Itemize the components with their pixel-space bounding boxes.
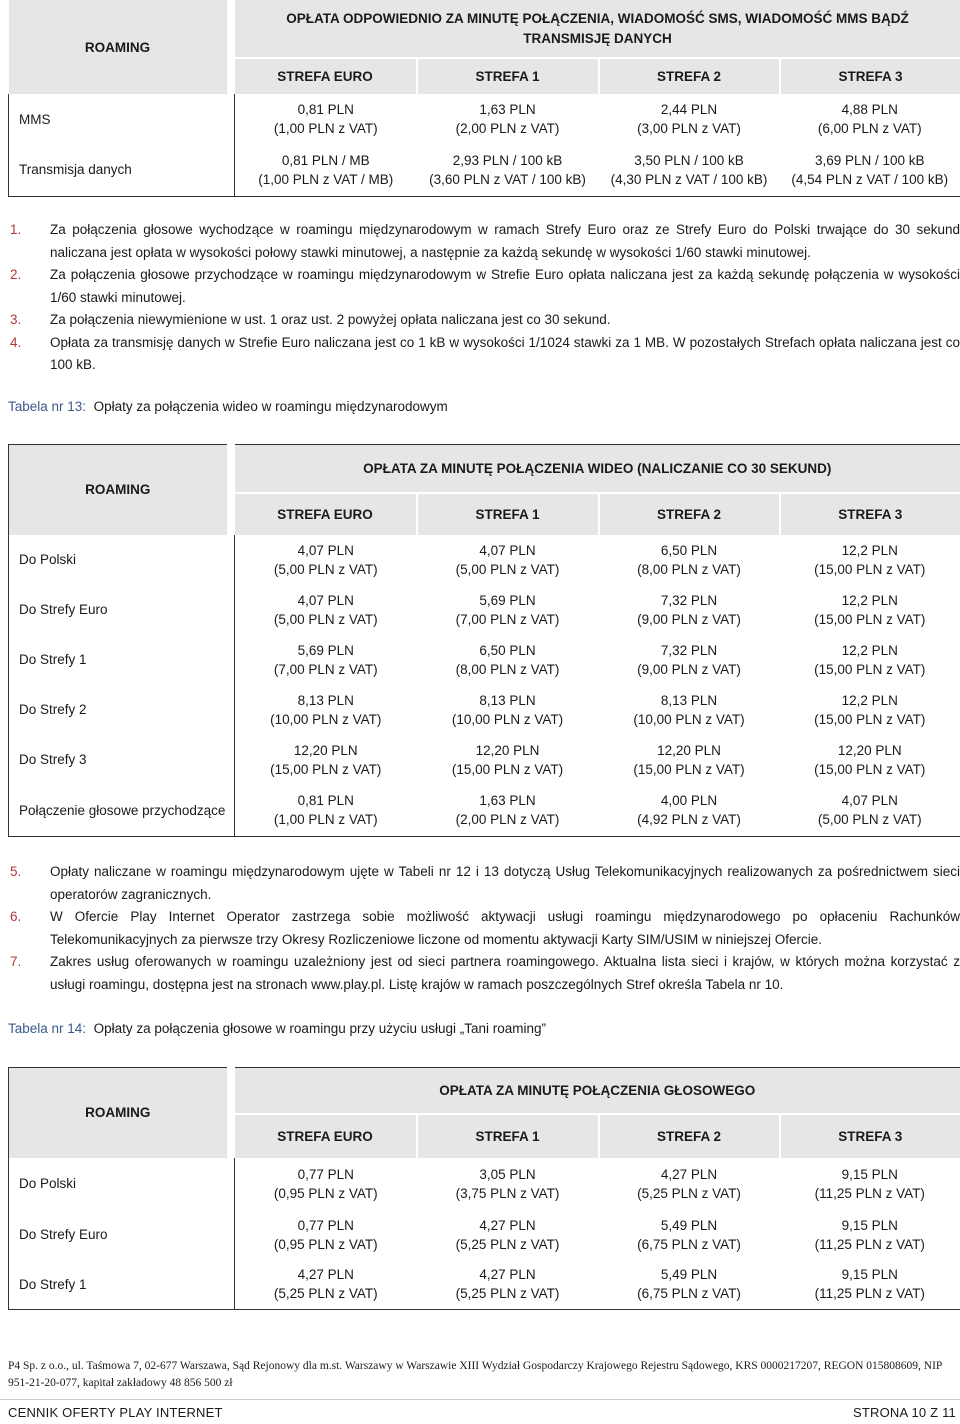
row-label: Do Strefy 2 [9, 685, 227, 735]
price-cell: 4,07 PLN (5,00 PLN z VAT) [417, 535, 599, 585]
roaming-data-table [8, 0, 960, 197]
notes-section [8, 219, 960, 377]
price-cell: 12,20 PLN (15,00 PLN z VAT) [417, 735, 599, 785]
row-label: Do Strefy 1 [9, 1260, 227, 1310]
zone-header: STREFA 1 [417, 58, 599, 94]
price-cell: 2,93 PLN / 100 kB (3,60 PLN z VAT / 100 kB) [417, 144, 599, 196]
price-cell: 12,2 PLN (15,00 PLN z VAT) [780, 635, 960, 685]
price-cell: 5,49 PLN (6,75 PLN z VAT) [599, 1210, 780, 1260]
table-title: OPŁATA ODPOWIEDNIO ZA MINUTĘ POŁĄCZENIA, WIADOMOŚĆ SMS, WIADOMOŚĆ MMS BĄDŹ TRANSMISJĘ DANYCH [235, 0, 960, 58]
zone-header: STREFA 1 [417, 493, 599, 535]
price-cell: 12,20 PLN (15,00 PLN z VAT) [780, 735, 960, 785]
price-cell: 6,50 PLN (8,00 PLN z VAT) [599, 535, 780, 585]
note-item: 1. Za połączenia głosowe wychodzące w roamingu międzynarodowym w ramach Strefy Euro oraz ze Strefy Euro do Polski trwające do 30 sekund naliczana jest opłata w wysokości połowy stawki minutowej, a następnie za każdą sekundę w wysokości 1/60 stawki minutowej. [10, 222, 960, 260]
notes-section [8, 861, 960, 996]
price-cell: 8,13 PLN (10,00 PLN z VAT) [599, 685, 780, 735]
price-cell: 0,81 PLN (1,00 PLN z VAT) [235, 785, 417, 837]
row-label: Do Polski [9, 1158, 227, 1210]
table-title: OPŁATA ZA MINUTĘ POŁĄCZENIA WIDEO (NALICZANIE CO 30 SEKUND) [235, 445, 960, 493]
price-cell: 3,69 PLN / 100 kB (4,54 PLN z VAT / 100 kB) [780, 144, 960, 196]
table-title: OPŁATA ZA MINUTĘ POŁĄCZENIA GŁOSOWEGO [235, 1068, 960, 1114]
note-item: 2. Za połączenia głosowe przychodzące w roamingu międzynarodowym w Strefie Euro opłata naliczana jest za każdą sekundę połączenia w wysokości 1/60 stawki minutowej. [10, 267, 960, 305]
price-cell: 9,15 PLN (11,25 PLN z VAT) [780, 1210, 960, 1260]
price-cell: 7,32 PLN (9,00 PLN z VAT) [599, 635, 780, 685]
price-cell: 3,50 PLN / 100 kB (4,30 PLN z VAT / 100 kB) [599, 144, 780, 196]
price-cell: 0,77 PLN (0,95 PLN z VAT) [235, 1210, 417, 1260]
row-label: Do Strefy Euro [9, 585, 227, 635]
zone-header: STREFA EURO [235, 58, 417, 94]
price-cell: 6,50 PLN (8,00 PLN z VAT) [417, 635, 599, 685]
note-item: 5. Opłaty naliczane w roamingu międzynarodowym ujęte w Tabeli nr 12 i 13 dotyczą Usług Telekomunikacyjnych realizowanych za pośrednictwem sieci operatorów zagranicznych. [10, 864, 960, 902]
price-cell: 4,07 PLN (5,00 PLN z VAT) [780, 785, 960, 837]
price-cell: 8,13 PLN (10,00 PLN z VAT) [235, 685, 417, 735]
price-cell: 12,20 PLN (15,00 PLN z VAT) [599, 735, 780, 785]
legal-notice: P4 Sp. z o.o., ul. Taśmowa 7, 02-677 Warszawa, Sąd Rejonowy dla m.st. Warszawy w Warszawie XIII Wydział Gospodarczy Krajowego Rejestru Sądowego, KRS 0000217207, REGON 015808609, NIP 951-21-20-077, kapitał zakładowy 48 856 500 zł [8, 1360, 942, 1389]
price-cell: 4,88 PLN (6,00 PLN z VAT) [780, 94, 960, 144]
note-item: 7. Zakres usług oferowanych w roamingu uzależniony jest od sieci partnera roamingowego. Aktualna lista sieci i krajów, w których można korzystać z usługi roamingu, dostępna jest na stronach www.play.pl. Listę krajów w ramach poszczególnych Stref określa Tabela nr 10. [10, 954, 960, 992]
price-cell: 4,27 PLN (5,25 PLN z VAT) [235, 1260, 417, 1310]
roaming-video-table [8, 444, 960, 837]
price-cell: 1,63 PLN (2,00 PLN z VAT) [417, 94, 599, 144]
price-cell: 8,13 PLN (10,00 PLN z VAT) [417, 685, 599, 735]
note-item: 4. Opłata za transmisję danych w Strefie Euro naliczana jest co 1 kB w wysokości 1/1024 stawki za 1 MB. W pozostałych Strefach opłata naliczana jest co 100 kB. [10, 334, 960, 372]
price-cell: 12,20 PLN (15,00 PLN z VAT) [235, 735, 417, 785]
zone-header: STREFA 3 [780, 1114, 960, 1158]
price-cell: 4,27 PLN (5,25 PLN z VAT) [417, 1210, 599, 1260]
price-cell: 3,05 PLN (3,75 PLN z VAT) [417, 1158, 599, 1210]
price-cell: 0,77 PLN (0,95 PLN z VAT) [235, 1158, 417, 1210]
row-label: Transmisja danych [9, 144, 227, 196]
price-cell: 12,2 PLN (15,00 PLN z VAT) [780, 585, 960, 635]
row-label: Do Polski [9, 535, 227, 585]
zone-header: STREFA EURO [235, 1114, 417, 1158]
roaming-header: ROAMING [9, 0, 227, 94]
row-label: MMS [9, 94, 227, 144]
zone-header: STREFA EURO [235, 493, 417, 535]
roaming-header: ROAMING [9, 1068, 227, 1158]
price-cell: 4,27 PLN (5,25 PLN z VAT) [417, 1260, 599, 1310]
roaming-header: ROAMING [9, 445, 227, 535]
price-cell: 4,27 PLN (5,25 PLN z VAT) [599, 1158, 780, 1210]
note-item: 3. Za połączenia niewymienione w ust. 1 oraz ust. 2 powyżej opłata naliczana jest co 30 sekund. [10, 312, 611, 327]
roaming-voice-table [8, 1067, 960, 1310]
price-cell: 0,81 PLN / MB (1,00 PLN z VAT / MB) [235, 144, 417, 196]
zone-header: STREFA 3 [780, 58, 960, 94]
price-cell: 12,2 PLN (15,00 PLN z VAT) [780, 535, 960, 585]
row-label: Do Strefy 1 [9, 635, 227, 685]
footer-title: CENNIK OFERTY PLAY INTERNET [8, 1405, 223, 1420]
price-cell: 9,15 PLN (11,25 PLN z VAT) [780, 1260, 960, 1310]
footer-divider [0, 1399, 960, 1400]
price-cell: 4,07 PLN (5,00 PLN z VAT) [235, 535, 417, 585]
row-label: Połączenie głosowe przychodzące [9, 785, 227, 837]
zone-header: STREFA 2 [599, 493, 780, 535]
zone-header: STREFA 2 [599, 1114, 780, 1158]
note-item: 6. W Ofercie Play Internet Operator zastrzega sobie możliwość aktywacji usługi roamingu międzynarodowego po opłaceniu Rachunków Telekomunikacyjnych za pierwsze trzy Okresy Rozliczeniowe liczone od momentu aktywacji Karty SIM/USIM w niniejszej Ofercie. [10, 909, 960, 947]
zone-header: STREFA 2 [599, 58, 780, 94]
zone-header: STREFA 1 [417, 1114, 599, 1158]
price-cell: 5,69 PLN (7,00 PLN z VAT) [417, 585, 599, 635]
table-caption: Tabela nr 13: Opłaty za połączenia wideo w roamingu międzynarodowym [8, 399, 448, 414]
zone-header: STREFA 3 [780, 493, 960, 535]
price-cell: 9,15 PLN (11,25 PLN z VAT) [780, 1158, 960, 1210]
page-number: STRONA 10 Z 11 [853, 1405, 956, 1420]
price-cell: 2,44 PLN (3,00 PLN z VAT) [599, 94, 780, 144]
price-cell: 7,32 PLN (9,00 PLN z VAT) [599, 585, 780, 635]
price-cell: 4,00 PLN (4,92 PLN z VAT) [599, 785, 780, 837]
table-caption: Tabela nr 14: Opłaty za połączenia głosowe w roamingu przy użyciu usługi „Tani roaming” [8, 1021, 547, 1036]
row-label: Do Strefy 3 [9, 735, 227, 785]
price-cell: 1,63 PLN (2,00 PLN z VAT) [417, 785, 599, 837]
price-cell: 12,2 PLN (15,00 PLN z VAT) [780, 685, 960, 735]
price-cell: 4,07 PLN (5,00 PLN z VAT) [235, 585, 417, 635]
price-cell: 0,81 PLN (1,00 PLN z VAT) [235, 94, 417, 144]
price-cell: 5,69 PLN (7,00 PLN z VAT) [235, 635, 417, 685]
row-label: Do Strefy Euro [9, 1210, 227, 1260]
price-cell: 5,49 PLN (6,75 PLN z VAT) [599, 1260, 780, 1310]
